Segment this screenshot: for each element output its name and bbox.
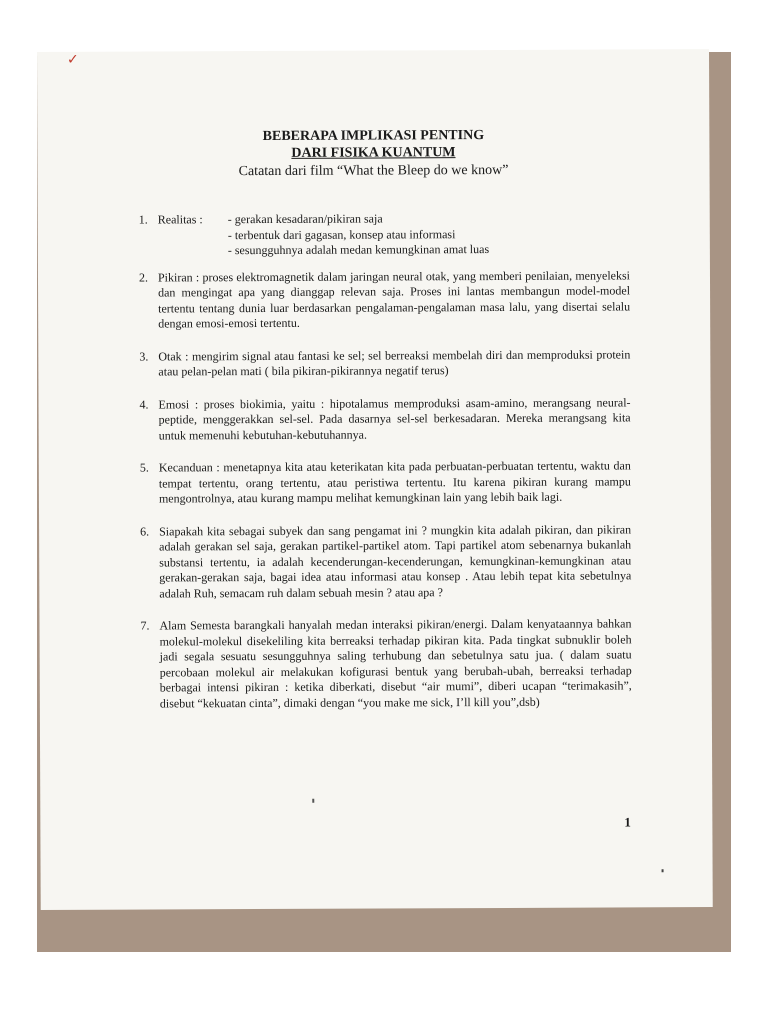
item-text: Otak : mengirim signal atau fantasi ke sel; sel berreaksi membelah diri dan memproduksi protein atau pelan-pelan mati ( bila pikiran-pikirannya negatif terus) xyxy=(158,346,631,379)
list-item-3 xyxy=(139,346,631,380)
corner-check-mark: ✓ xyxy=(66,51,79,68)
item-number: 3. xyxy=(139,349,149,364)
document-header xyxy=(37,126,709,182)
list-item-6 xyxy=(140,521,632,602)
subtitle: Catatan dari film “What the Bleep do we know” xyxy=(238,162,509,180)
item-label: Realitas : xyxy=(157,212,203,227)
item-number: 7. xyxy=(140,618,150,633)
item-text: Siapakah kita sebagai subyek dan sang pengamat ini ? mungkin kita adalah pikiran, dan pikiran adalah gerakan sel saja, gerakan partikel-partikel atom. Tapi partikel atom sebenarnya bukanlah substansi tertentu, ia adalah kecenderungan-kecenderungan, kemungkinan-kemungkinan atau gerakan-gerakan saja, bagai idea atau informasi atau konsep . Atau lebih tepat kita sebetulnya adalah Ruh, semacam ruh dalam sebuah mesin ? atau apa ? xyxy=(159,521,632,600)
numbered-list xyxy=(138,210,632,728)
document-page xyxy=(37,49,713,910)
item-number: 2. xyxy=(138,270,149,285)
item-number: 5. xyxy=(139,460,149,475)
title-line-1: BEBERAPA IMPLIKASI PENTING xyxy=(262,128,485,145)
item-text: Emosi : proses biokimia, yaitu : hipotalamus memproduksi asam-amino, merangsang neural-peptide, menggerakkan sel-sel. Pada dasarnya sel-sel berkesadaran. Mereka merangsang kita untuk memenuhi kebutuhan-kebutuhannya. xyxy=(158,394,631,442)
title-line-2: DARI FISIKA KUANTUM xyxy=(291,145,456,161)
subpoint: - sesungguhnya adalah medan kemungkinan amat luas xyxy=(227,241,490,257)
item-number: 6. xyxy=(140,524,150,539)
list-item-1 xyxy=(138,210,630,258)
item-text: Alam Semesta barangkali hanyalah medan interaksi pikiran/energi. Dalam kenyataannya bahkan molekul-molekul disekeliling kita berreaksi terhadap pikiran kita. Pada tingkat subnuklir boleh jadi segala sesuatu sesungguhnya saling terhubung dan sebetulnya satu jua. ( dalam suatu percobaan molekul air melakukan kofigurasi bentuk yang berubah-ubah, berreaksi terhadap berbagai intensi pikiran : ketika diberkati, disebut “air mumi”, diberi ucapan “terimakasih”, disebut “kekuatan cinta”, dimaki dengan “you make me sick, I’ll kill you”,dsb) xyxy=(159,616,632,710)
scan-speck xyxy=(662,869,664,872)
list-item-2 xyxy=(138,267,631,332)
list-item-5 xyxy=(139,458,631,507)
list-item-7 xyxy=(140,616,632,711)
subpoint: - terbentuk dari gagasan, konsep atau informasi xyxy=(227,226,456,242)
page-number: 1 xyxy=(624,814,631,830)
list-item-4 xyxy=(139,394,631,444)
item-text: Kecanduan : menetapnya kita atau keterikatan kita pada perbuatan-perbuatan tertentu, waktu dan tempat tertentu, orang tertentu, atau peristiwa tertentu. Itu karena pikiran kurang mampu mengontrolnya, atau kurang mampu melihat kemungkinan lain yang lebih baik lagi. xyxy=(158,458,631,506)
scan-speck xyxy=(312,799,314,803)
item-number: 1. xyxy=(138,212,148,227)
item-text: Pikiran : proses elektromagnetik dalam jaringan neural otak, yang memberi penilaian, menyeleksi dan mengingat apa yang dianggap relevan saja. Proses ini lantas membangun model-model tertentu tentang dunia luar berdasarkan pengalaman-pengalaman masa lalu, yang disertai selalu dengan emosi-emosi tertentu. xyxy=(157,267,631,331)
subpoint: - gerakan kesadaran/pikiran saja xyxy=(227,211,383,227)
item-number: 4. xyxy=(139,397,149,412)
